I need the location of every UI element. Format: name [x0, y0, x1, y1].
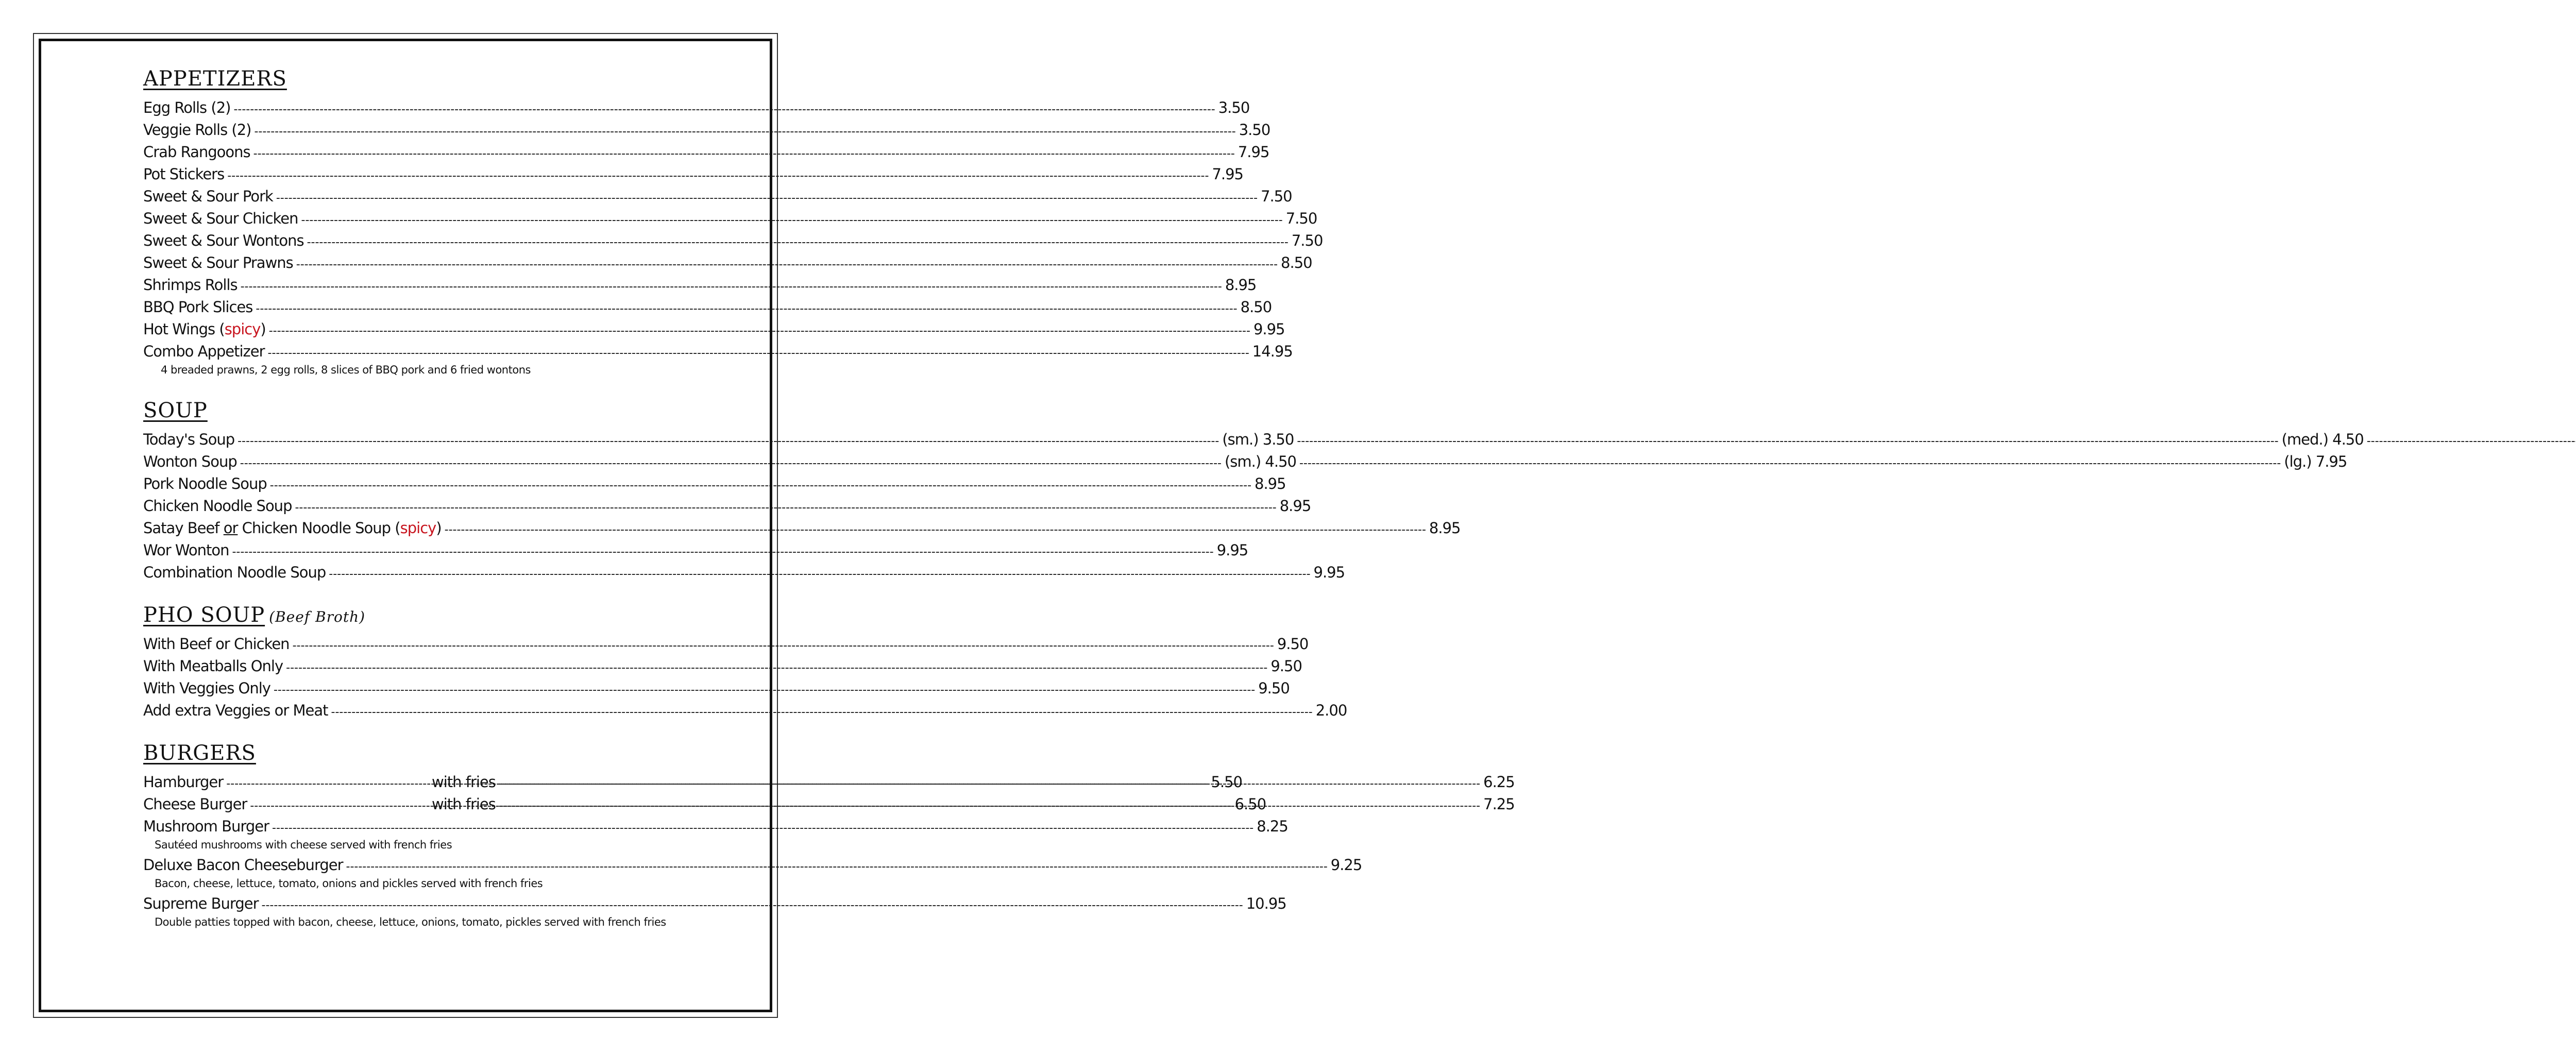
dot-leader: [269, 320, 1250, 342]
item-name: Sweet & Sour Chicken: [143, 210, 298, 227]
dot-leader: [499, 773, 1480, 795]
item-name: Wonton Soup: [143, 453, 237, 470]
dot-leader: [307, 231, 1289, 253]
menu-item: [143, 141, 1269, 163]
menu-item-todays-soup: [143, 429, 2364, 451]
fries-label: with fries: [432, 795, 496, 813]
item-price: 2.00: [1315, 702, 1347, 719]
menu-item: [143, 274, 1257, 296]
pho-subtitle: (Beef Broth): [269, 608, 366, 625]
item-name: Deluxe Bacon Cheeseburger: [143, 856, 343, 874]
item-price: 14.95: [1252, 343, 1293, 360]
dot-leader: [233, 98, 1215, 121]
item-price: 8.50: [1240, 298, 1272, 316]
item-price: 8.95: [1279, 497, 1311, 515]
item-name: Combo Appetizer: [143, 343, 265, 360]
appetizers-title: APPETIZERS: [143, 67, 287, 91]
item-price: 7.95: [1212, 165, 1244, 183]
soup-title: SOUP: [143, 399, 208, 422]
section-heading: [143, 398, 658, 423]
item-price: 10.95: [1246, 895, 1286, 912]
menu-content: [143, 66, 2364, 950]
menu-item: [143, 185, 1292, 208]
item-name: Hot Wings (spicy): [143, 320, 266, 338]
dot-leader: [262, 894, 1243, 916]
dot-leader: [276, 187, 1258, 209]
item-description: Bacon, cheese, lettuce, tomato, onions and pickles served with french fries: [155, 877, 543, 890]
pho-title: PHO SOUP: [143, 603, 265, 627]
hot-wings-name: Hot Wings: [143, 320, 215, 338]
dot-leader: [1297, 430, 2278, 452]
dot-leader: [241, 276, 1222, 298]
menu-item: [143, 633, 1309, 655]
item-name: Egg Rolls (2): [143, 99, 231, 116]
item-price: 8.95: [1225, 276, 1257, 294]
menu-item-mushroom-burger: [143, 815, 1288, 838]
item-price: 7.95: [1238, 143, 1269, 161]
menu-item-supreme-burger: [143, 893, 1286, 915]
medium-price: (med.) 4.50: [2281, 431, 2364, 448]
item-price: 3.50: [1239, 121, 1270, 139]
item-name: Combination Noodle Soup: [143, 564, 326, 581]
menu-item: [143, 230, 1323, 252]
menu-item: [143, 97, 1250, 119]
spicy-label: spicy: [224, 320, 261, 338]
pho-section: [143, 602, 1347, 722]
item-name: Cheese Burger: [143, 795, 247, 813]
item-price: 8.50: [1281, 254, 1312, 271]
item-price: 9.50: [1258, 679, 1290, 697]
menu-item-wonton-soup: [143, 451, 2347, 473]
item-name: Sweet & Sour Wontons: [143, 232, 304, 249]
section-heading: [143, 66, 658, 92]
item-name: Chicken Noodle Soup: [143, 497, 292, 515]
menu-item-hamburger: [143, 771, 1515, 793]
satay-name-a: Satay Beef: [143, 519, 224, 537]
menu-item: [143, 296, 1272, 318]
item-name: Sweet & Sour Pork: [143, 188, 273, 205]
menu-item-deluxe-burger: [143, 854, 1362, 876]
satay-or: or: [223, 519, 238, 537]
fries-price: 7.25: [1483, 795, 1515, 813]
menu-item-cheese-burger: [143, 793, 1515, 815]
dot-leader: [301, 209, 1283, 231]
burgers-section: [143, 740, 1515, 931]
menu-item-combo: [143, 341, 1293, 363]
dot-leader: [253, 143, 1235, 165]
large-price: (lg.) 7.95: [2284, 453, 2347, 470]
item-name: With Veggies Only: [143, 679, 270, 697]
dot-leader: [1299, 452, 2281, 474]
item-name: With Beef or Chicken: [143, 635, 290, 653]
satay-name-b: Chicken Noodle Soup: [238, 519, 391, 537]
item-price: 8.95: [1429, 519, 1461, 537]
item-price: 6.50: [1234, 795, 1266, 813]
menu-item: [143, 252, 1312, 274]
section-heading: [143, 740, 658, 766]
menu-item: [143, 119, 1270, 141]
dot-leader: [296, 253, 1278, 276]
dot-leader: [238, 430, 1219, 452]
dot-leader: [329, 563, 1310, 585]
item-name: Supreme Burger: [143, 895, 259, 912]
menu-item: [143, 655, 1302, 677]
spicy-label: spicy: [400, 519, 436, 537]
item-name: With Meatballs Only: [143, 657, 283, 675]
item-price: 9.50: [1277, 635, 1309, 653]
item-name: Add extra Veggies or Meat: [143, 702, 328, 719]
dot-leader: [346, 856, 1328, 878]
dot-leader: [232, 541, 1213, 563]
soup-section: [143, 398, 2364, 584]
item-name: BBQ Pork Slices: [143, 298, 253, 316]
item-price: 9.95: [1216, 541, 1248, 559]
item-name: Veggie Rolls (2): [143, 121, 251, 139]
menu-item: [143, 561, 1345, 584]
dot-leader: [227, 165, 1209, 187]
item-price: 5.50: [1211, 773, 1243, 791]
dot-leader: [286, 657, 1267, 679]
item-price: 9.95: [1313, 564, 1345, 581]
item-name: Crab Rangoons: [143, 143, 250, 161]
item-name: Mushroom Burger: [143, 818, 269, 835]
item-name: Pot Stickers: [143, 165, 225, 183]
item-name: Satay Beef or Chicken Noodle Soup (spicy): [143, 519, 442, 537]
burgers-title: BURGERS: [143, 741, 256, 765]
menu-item: [143, 208, 1317, 230]
item-price: 3.50: [1218, 99, 1250, 116]
menu-item: [143, 539, 1248, 561]
dot-leader: [256, 298, 1237, 320]
item-price: 8.95: [1255, 475, 1286, 492]
item-price: 7.50: [1285, 210, 1317, 227]
menu-item: [143, 473, 1286, 495]
item-name: Shrimps Rolls: [143, 276, 238, 294]
menu-item: [143, 163, 1244, 185]
dot-leader: [293, 635, 1274, 657]
fries-label: with fries: [432, 773, 496, 791]
item-price: 9.95: [1253, 320, 1285, 338]
item-description: 4 breaded prawns, 2 egg rolls, 8 slices of BBQ pork and 6 fried wontons: [161, 364, 531, 376]
dot-leader: [268, 342, 1249, 364]
item-price: 9.25: [1330, 856, 1362, 874]
item-description: Double patties topped with bacon, cheese, lettuce, onions, tomato, pickles served with french fries: [155, 916, 666, 928]
dot-leader: [295, 497, 1276, 519]
menu-item-hot-wings: [143, 318, 1285, 341]
dot-leader: [331, 701, 1313, 723]
fries-price: 6.25: [1483, 773, 1515, 791]
menu-item: [143, 495, 1311, 517]
menu-item-satay: [143, 517, 1461, 539]
menu-item: [143, 700, 1347, 722]
section-heading: [143, 602, 658, 628]
dot-leader: [254, 121, 1235, 143]
item-name: Sweet & Sour Prawns: [143, 254, 293, 271]
item-name: Today's Soup: [143, 431, 235, 448]
dot-leader: [274, 679, 1255, 701]
dot-leader: [240, 452, 1222, 474]
dot-leader: [445, 519, 1426, 541]
small-price: (sm.) 4.50: [1224, 453, 1296, 470]
appetizers-section: [143, 66, 1323, 379]
item-price: 9.50: [1270, 657, 1302, 675]
dot-leader: [2367, 430, 2576, 452]
dot-leader: [270, 474, 1251, 497]
dot-leader: [272, 817, 1253, 839]
item-description: Sautéed mushrooms with cheese served with french fries: [155, 839, 452, 851]
item-name: Wor Wonton: [143, 541, 229, 559]
item-name: Pork Noodle Soup: [143, 475, 267, 492]
item-price: 7.50: [1291, 232, 1323, 249]
item-name: Hamburger: [143, 773, 224, 791]
small-price: (sm.) 3.50: [1222, 431, 1294, 448]
dot-leader: [499, 795, 1480, 817]
item-price: 7.50: [1261, 188, 1292, 205]
menu-item: [143, 677, 1290, 700]
item-price: 8.25: [1257, 818, 1288, 835]
